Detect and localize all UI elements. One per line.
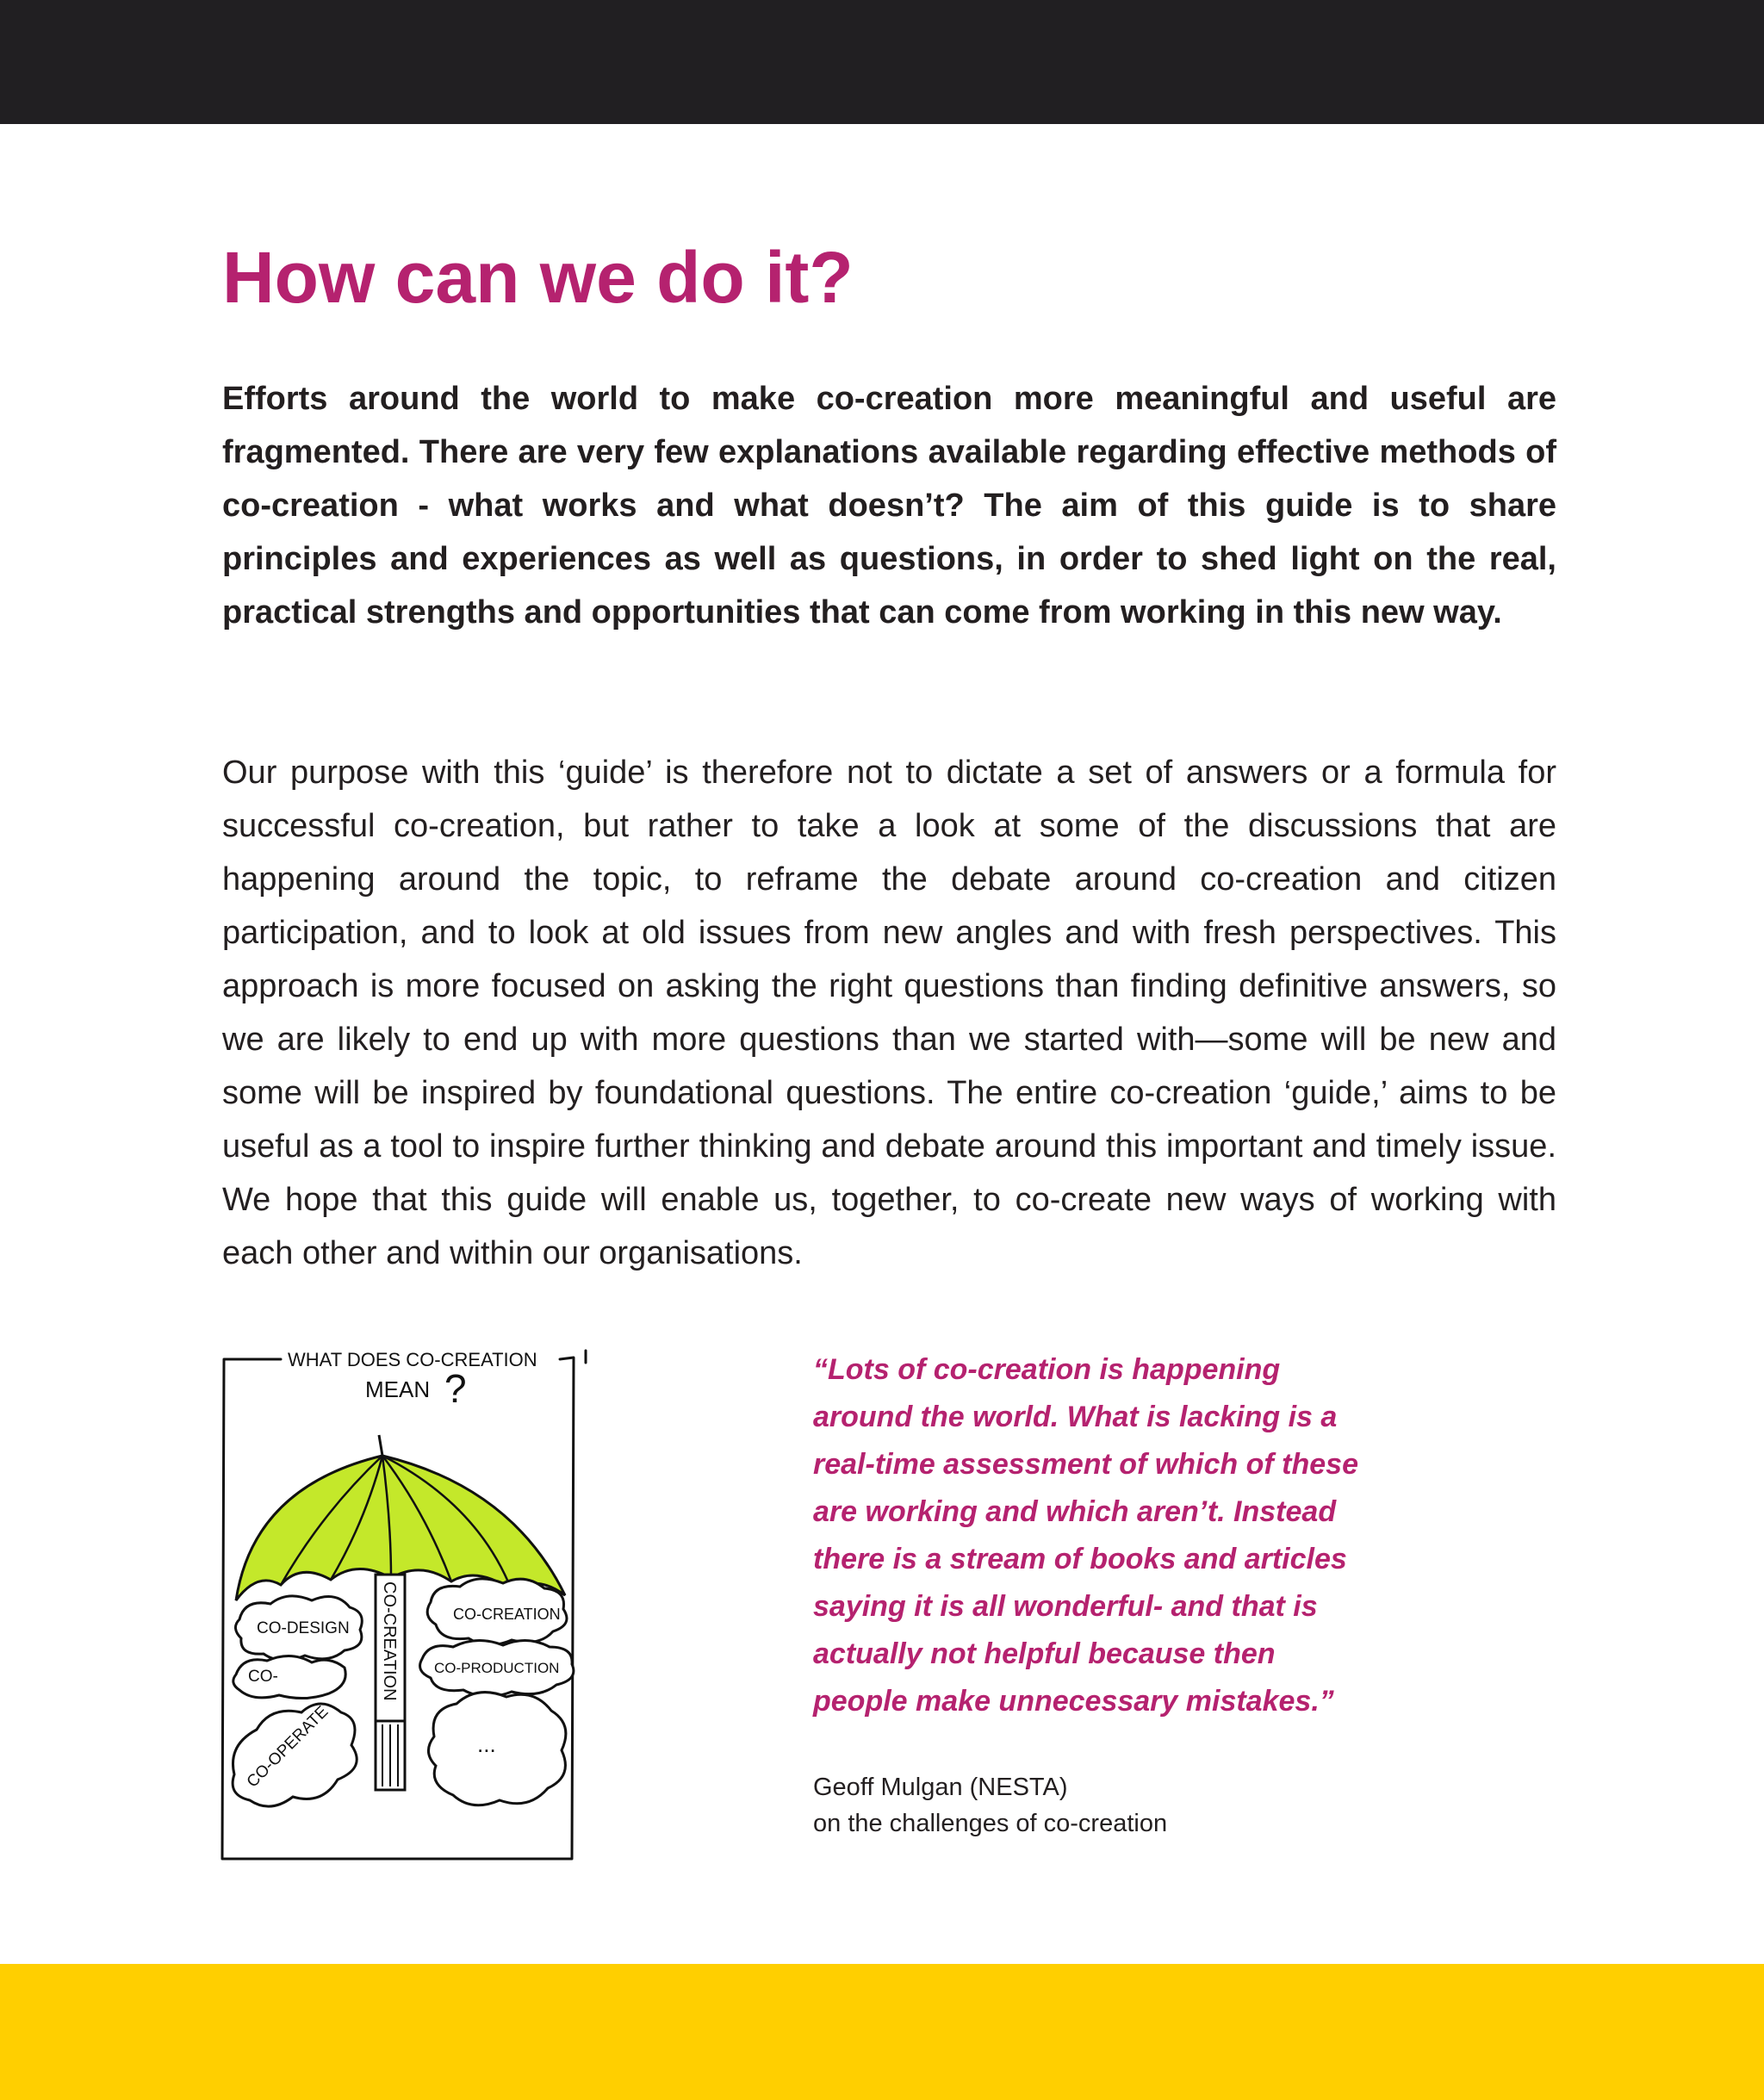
attribution-name: Geoff Mulgan (NESTA) [813, 1774, 1068, 1801]
quote-line: are working and which aren’t. Instead [813, 1495, 1337, 1528]
sketch-title-line2: MEAN [365, 1376, 431, 1402]
quote-attribution [813, 1769, 1167, 1842]
umbrella-sketch-svg [219, 1340, 589, 1866]
question-mark-glyph: ? [444, 1366, 467, 1411]
quote-line: around the world. What is lacking is a [813, 1401, 1338, 1433]
body-paragraph: Our purpose with this ‘guide’ is therefore not to dictate a set of answers or a formula for successful co-creation, but rather to take a look at some of the discussions that are happening around the topic, to reframe the debate around co-creation and citizen participation, and to look at old issues from new angles and with fresh perspectives. This approach is more focused on asking the right questions than finding definitive answers, so we are likely to end up with more questions than we started with—some will be new and some will be inspired by foundational questions. The entire co-creation ‘guide,’ aims to be useful as a tool to inspire further thinking and debate around this important and timely issue. We hope that this guide will enable us, together, to co-create new ways of working with each other and within our organisations. [222, 755, 1556, 1271]
quote-line: saying it is all wonderful- and that is [813, 1590, 1318, 1623]
cloud-label-co-operate: CO-OPERATE [243, 1702, 332, 1792]
cloud-label-ellipsis: ... [477, 1731, 496, 1757]
page-title: How can we do it? [222, 237, 854, 318]
cloud-label-co-production: CO-PRODUCTION [434, 1660, 560, 1676]
quote-line: people make unnecessary mistakes.” [813, 1685, 1334, 1718]
cloud-label-co-design: CO-DESIGN [257, 1619, 350, 1637]
cloud-label-co: CO- [248, 1668, 278, 1686]
top-bar [0, 0, 1764, 124]
lead-paragraph: Efforts around the world to make co-creation more meaningful and useful are fragmented. There are very few explanations available regarding effective methods of co-creation - what works and what doesn’t? The aim of this guide is to share principles and experiences as well as questions, in order to shed light on the real, practical strengths and opportunities that can come from working in this new way. [222, 381, 1556, 631]
quote-line: actually not helpful because then [813, 1637, 1276, 1670]
sketch-title-line1: WHAT DOES CO-CREATION [288, 1349, 537, 1370]
bottom-bar [0, 1964, 1764, 2100]
pull-quote [813, 1346, 1416, 1725]
quote-line: real-time assessment of which of these [813, 1448, 1358, 1481]
quote-line: “Lots of co-creation is happening [813, 1353, 1281, 1386]
handle-label: CO-CREATION [380, 1581, 399, 1701]
attribution-context: on the challenges of co-creation [813, 1810, 1168, 1837]
umbrella-tip [379, 1435, 382, 1456]
quote-line: there is a stream of books and articles [813, 1543, 1347, 1575]
umbrella-sketch-illustration [219, 1340, 589, 1866]
cloud-label-co-creation: CO-CREATION [453, 1606, 561, 1623]
